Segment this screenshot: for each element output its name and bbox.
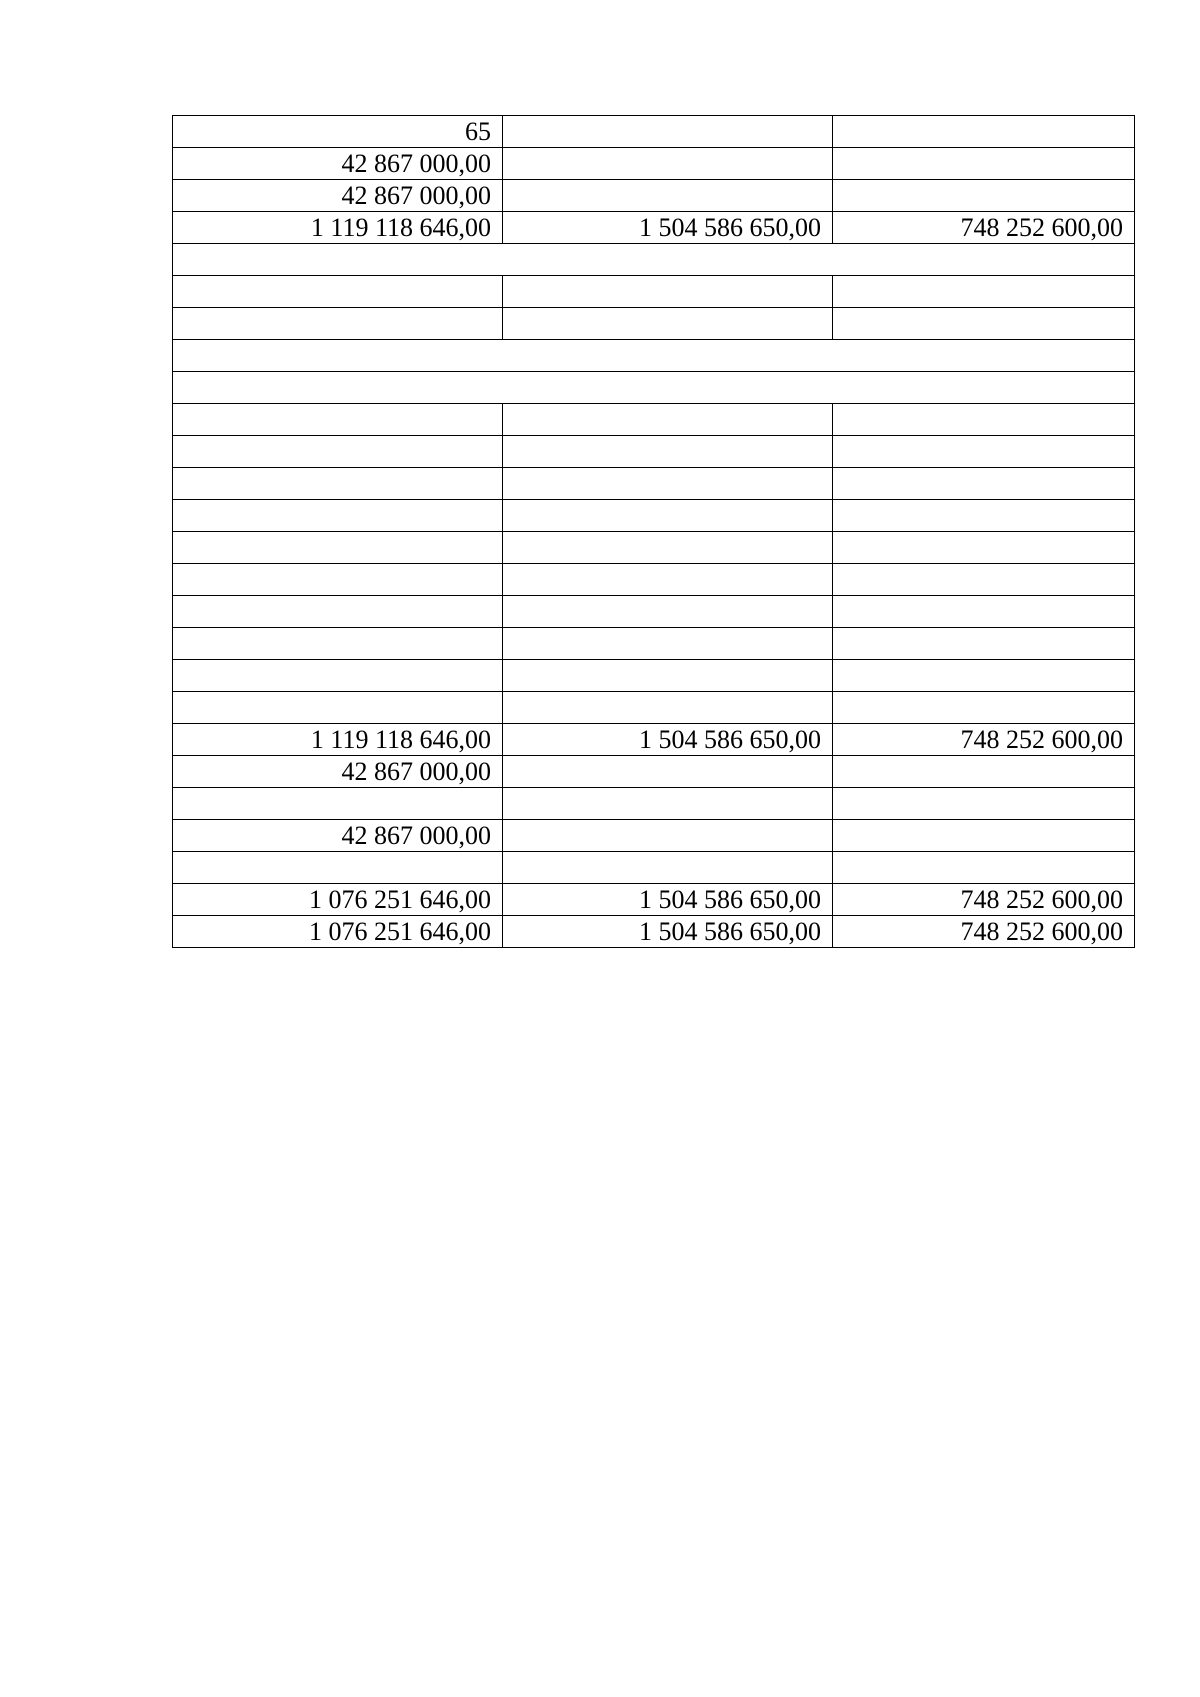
- table-row: [173, 788, 1135, 820]
- table-cell-col3: 748 252 600,00: [833, 916, 1135, 948]
- table-row: [173, 564, 1135, 596]
- table-cell-col1: [173, 788, 503, 820]
- table-body: [173, 116, 1135, 948]
- table-cell-col1: 1 076 251 646,00: [173, 884, 503, 916]
- table-row: [173, 404, 1135, 436]
- table-cell-col1: [173, 852, 503, 884]
- table-cell-col1: [173, 500, 503, 532]
- table-cell-col2: [503, 660, 833, 692]
- table-cell-col1: [173, 404, 503, 436]
- table-cell-col1: [173, 436, 503, 468]
- table-row: [173, 628, 1135, 660]
- table-cell-col2: 1 504 586 650,00: [503, 724, 833, 756]
- financial-table: [172, 115, 1135, 948]
- table-cell-col2: [503, 788, 833, 820]
- merged-cell: [173, 372, 1135, 404]
- table-cell-col1: 42 867 000,00: [173, 756, 503, 788]
- table-cell-col1: [173, 564, 503, 596]
- table-cell-col2: 1 504 586 650,00: [503, 212, 833, 244]
- table-cell-col2: [503, 180, 833, 212]
- table-row: [173, 756, 1135, 788]
- table-cell-col1: 1 076 251 646,00: [173, 916, 503, 948]
- table-cell-col1: [173, 308, 503, 340]
- table-row: [173, 116, 1135, 148]
- table-cell-col2: [503, 852, 833, 884]
- table-row: [173, 180, 1135, 212]
- table-cell-col3: [833, 756, 1135, 788]
- table-cell-col2: 1 504 586 650,00: [503, 916, 833, 948]
- table-cell-col3: 748 252 600,00: [833, 212, 1135, 244]
- table-cell-col2: [503, 596, 833, 628]
- merged-cell: [173, 244, 1135, 276]
- table-cell-col3: [833, 276, 1135, 308]
- table-cell-col1: 1 119 118 646,00: [173, 724, 503, 756]
- table-row: [173, 436, 1135, 468]
- table-row: [173, 340, 1135, 372]
- table-row: [173, 468, 1135, 500]
- table-cell-col3: [833, 660, 1135, 692]
- table-cell-col1: [173, 596, 503, 628]
- table-cell-col3: [833, 852, 1135, 884]
- table-cell-col3: [833, 596, 1135, 628]
- table-cell-col1: 65: [173, 116, 503, 148]
- table-row: [173, 916, 1135, 948]
- table-cell-col1: [173, 692, 503, 724]
- table-cell-col3: [833, 628, 1135, 660]
- table-cell-col2: [503, 628, 833, 660]
- table-cell-col1: [173, 628, 503, 660]
- table-cell-col3: [833, 532, 1135, 564]
- table-row: [173, 596, 1135, 628]
- table-cell-col1: 42 867 000,00: [173, 820, 503, 852]
- table-cell-col2: [503, 468, 833, 500]
- table-cell-col2: [503, 116, 833, 148]
- table-cell-col3: [833, 308, 1135, 340]
- table-cell-col1: [173, 532, 503, 564]
- table-cell-col2: [503, 820, 833, 852]
- table-row: [173, 244, 1135, 276]
- table-row: [173, 212, 1135, 244]
- table-cell-col3: 748 252 600,00: [833, 884, 1135, 916]
- table-row: [173, 660, 1135, 692]
- table-cell-col3: [833, 404, 1135, 436]
- table-row: [173, 276, 1135, 308]
- table-cell-col3: [833, 180, 1135, 212]
- table-row: [173, 852, 1135, 884]
- table-cell-col3: [833, 116, 1135, 148]
- merged-cell: [173, 340, 1135, 372]
- table-cell-col2: [503, 276, 833, 308]
- table-cell-col2: [503, 564, 833, 596]
- table-row: [173, 308, 1135, 340]
- table-cell-col2: [503, 692, 833, 724]
- table-cell-col2: [503, 756, 833, 788]
- table-cell-col3: [833, 692, 1135, 724]
- table-cell-col2: [503, 148, 833, 180]
- table-cell-col2: [503, 436, 833, 468]
- table-cell-col2: [503, 500, 833, 532]
- table-cell-col3: [833, 564, 1135, 596]
- table-cell-col3: [833, 500, 1135, 532]
- table-row: [173, 724, 1135, 756]
- table-row: [173, 500, 1135, 532]
- table-row: [173, 532, 1135, 564]
- table-cell-col3: [833, 468, 1135, 500]
- table-row: [173, 692, 1135, 724]
- table-cell-col2: [503, 404, 833, 436]
- table-cell-col1: 42 867 000,00: [173, 180, 503, 212]
- table-cell-col3: [833, 820, 1135, 852]
- table-cell-col3: [833, 148, 1135, 180]
- table-cell-col1: 1 119 118 646,00: [173, 212, 503, 244]
- table-cell-col3: 748 252 600,00: [833, 724, 1135, 756]
- table-cell-col1: [173, 276, 503, 308]
- table-row: [173, 148, 1135, 180]
- table-cell-col1: [173, 660, 503, 692]
- table-cell-col3: [833, 788, 1135, 820]
- table-row: [173, 884, 1135, 916]
- table-cell-col2: [503, 532, 833, 564]
- table-row: [173, 820, 1135, 852]
- table-cell-col1: [173, 468, 503, 500]
- table-cell-col2: 1 504 586 650,00: [503, 884, 833, 916]
- table-row: [173, 372, 1135, 404]
- table-cell-col2: [503, 308, 833, 340]
- table-cell-col1: 42 867 000,00: [173, 148, 503, 180]
- table-cell-col3: [833, 436, 1135, 468]
